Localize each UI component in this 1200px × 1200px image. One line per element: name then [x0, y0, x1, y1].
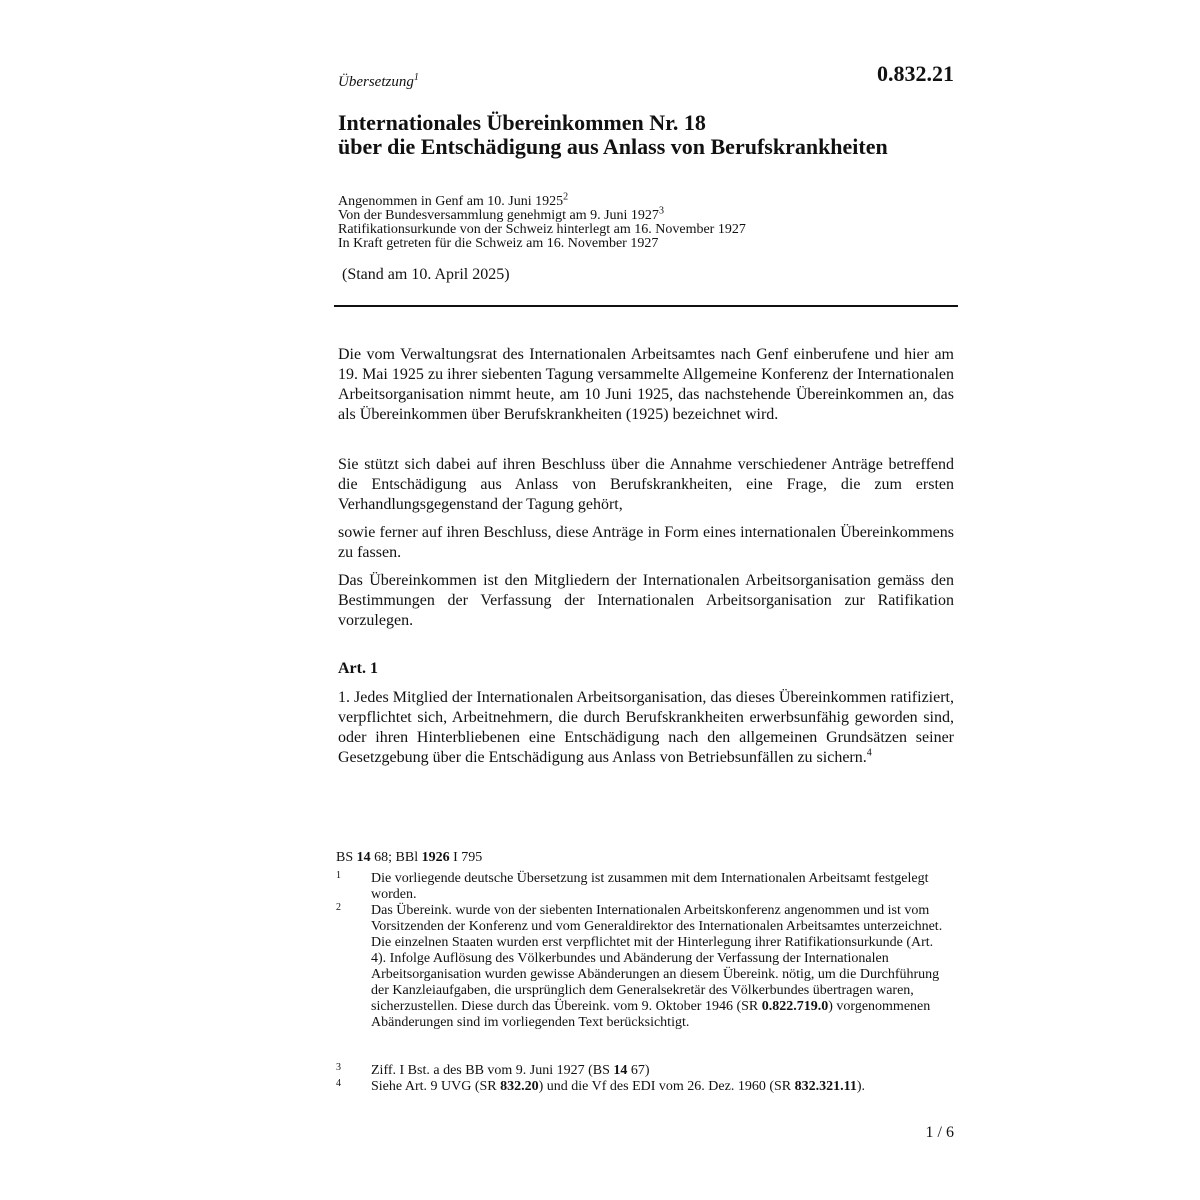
footnote-2-number: 2 — [336, 902, 341, 913]
adoption-metadata — [338, 191, 958, 251]
preamble-paragraph-2: Sie stützt sich dabei auf ihren Beschluss über die Annahme verschiedener Anträge betreffend die Entschädigung aus Anlass von Berufskrankheiten, eine Frage, die zum ersten Verhandlungsgegenstand der Tagung gehört, — [338, 456, 954, 513]
footnote-3-volume: 14 — [613, 1063, 628, 1078]
footnote-2-text-b: ) vorgenommenen Abänderungen sind im vorliegenden Text berücksichtigt. — [371, 999, 931, 1030]
footnote-4-number: 4 — [336, 1078, 341, 1089]
article-1-paragraph — [338, 688, 954, 768]
source-end: I 795 — [449, 850, 483, 865]
source-prefix: BS — [336, 850, 357, 865]
page-number: 1 / 6 — [925, 1124, 954, 1141]
footnote-mark-2[interactable]: 2 — [563, 191, 569, 203]
footnote-4-text-c: ). — [856, 1079, 866, 1094]
footnote-mark-3[interactable]: 3 — [658, 205, 664, 217]
preamble-paragraph-1: Die vom Verwaltungsrat des Internationalen Arbeitsamtes nach Genf einberufene und hier am 19. Mai 1925 zu ihrer siebenten Tagung versammelte Allgemeine Konferenz der Internationalen Arbeitsorganisation nimmt heute, am 10 Juni 1925, das nachstehende Übereinkommen an, das als Übereinkommen über Berufskrankheiten (1925) bezeichnet wird. — [338, 346, 954, 423]
footnote-2-text-a: Das Übereink. wurde von der siebenten Internationalen Arbeitskonferenz angenommen und ist vom Vorsitzenden der Konferenz und vom Generaldirektor des Internationalen Arbeitsamtes unterzeichnet. Die einzelnen Staaten wurden erst verpflichtet mit der Hinterlegung ihrer Ratifikationsurkunde (Art. 4). Infolge Auflösung des Völkerbundes und Abänderung der Verfassung der Internationalen Arbeitsorganisation wurden gewisse Abänderungen an diesem Übereink. nötig, um die Durchführung der Kanzleiaufgaben, die ursprünglich dem Generalsekretär des Völkerbundes übertragen waren, sicherzustellen. Diese durch das Übereink. vom 9. Oktober 1946 (SR — [371, 903, 943, 1014]
meta-in-force: In Kraft getreten für die Schweiz am 16. November 1927 — [338, 236, 659, 251]
title-line-2: über die Entschädigung aus Anlass von Berufskrankheiten — [338, 134, 888, 159]
footnote-3-number: 3 — [336, 1062, 341, 1073]
source-reference — [336, 850, 482, 866]
source-volume: 14 — [356, 850, 371, 865]
status-date: (Stand am 10. April 2025) — [342, 266, 510, 283]
footnote-4-text-a: Siehe Art. 9 UVG (SR — [371, 1079, 501, 1094]
header-divider — [334, 305, 958, 307]
footnote-3-text-a: Ziff. I Bst. a des BB vom 9. Juni 1927 (BS — [371, 1063, 614, 1078]
footnote-mark-1[interactable]: 1 — [413, 72, 419, 83]
translation-label-text: Übersetzung — [338, 74, 414, 90]
footnote-4-text — [371, 1079, 951, 1095]
footnote-1-text: Die vorliegende deutsche Übersetzung ist zusammen mit dem Internationalen Arbeitsamt festgelegt worden. — [371, 871, 929, 902]
source-mid: 68; BBl — [370, 850, 422, 865]
document-title — [338, 111, 978, 159]
footnote-3-text — [371, 1063, 951, 1079]
meta-adopted — [338, 191, 958, 209]
footnote-4-sr-link-1[interactable]: 832.20 — [500, 1079, 539, 1094]
article-1-text: 1. Jedes Mitglied der Internationalen Arbeitsorganisation, das dieses Übereinkommen ratifiziert, verpflichtet sich, Arbeitnehmern, die durch Berufskrankheiten erwerbsunfähig geworden sind, oder ihren Hinterbliebenen eine Entschädigung nach den allgemeinen Grundsätzen seiner Gesetzgebung über die Entschädigung aus Anlass von Betriebsunfällen zu sichern. — [338, 689, 954, 766]
translation-label — [338, 74, 419, 91]
footnote-2-sr-link[interactable]: 0.822.719.0 — [761, 999, 829, 1014]
meta-adopted-text: Angenommen in Genf am 10. Juni 1925 — [338, 194, 564, 209]
meta-approved — [338, 205, 958, 223]
footnote-1-number: 1 — [336, 870, 341, 881]
title-line-1: Internationales Übereinkommen Nr. 18 — [338, 110, 706, 135]
meta-ratification: Ratifikationsurkunde von der Schweiz hinterlegt am 16. November 1927 — [338, 222, 746, 237]
preamble-paragraph-3: sowie ferner auf ihren Beschluss, diese Anträge in Form eines internationalen Übereinkommens zu fassen. — [338, 524, 954, 561]
footnote-mark-4[interactable]: 4 — [866, 747, 872, 759]
source-year: 1926 — [421, 850, 450, 865]
footnote-4-text-b: ) und die Vf des EDI vom 26. Dez. 1960 (SR — [538, 1079, 795, 1094]
preamble-paragraph-4: Das Übereinkommen ist den Mitgliedern der Internationalen Arbeitsorganisation gemäss den Bestimmungen der Verfassung der Internationalen Arbeitsorganisation zur Ratifikation vorzulegen. — [338, 572, 954, 629]
sr-number: 0.832.21 — [877, 61, 954, 86]
article-1-heading: Art. 1 — [338, 660, 378, 677]
footnote-2-text — [371, 903, 951, 1031]
meta-approved-text: Von der Bundesversammlung genehmigt am 9. Juni 1927 — [338, 208, 659, 223]
footnote-4-sr-link-2[interactable]: 832.321.11 — [794, 1079, 857, 1094]
footnote-3-text-b: 67) — [627, 1063, 650, 1078]
